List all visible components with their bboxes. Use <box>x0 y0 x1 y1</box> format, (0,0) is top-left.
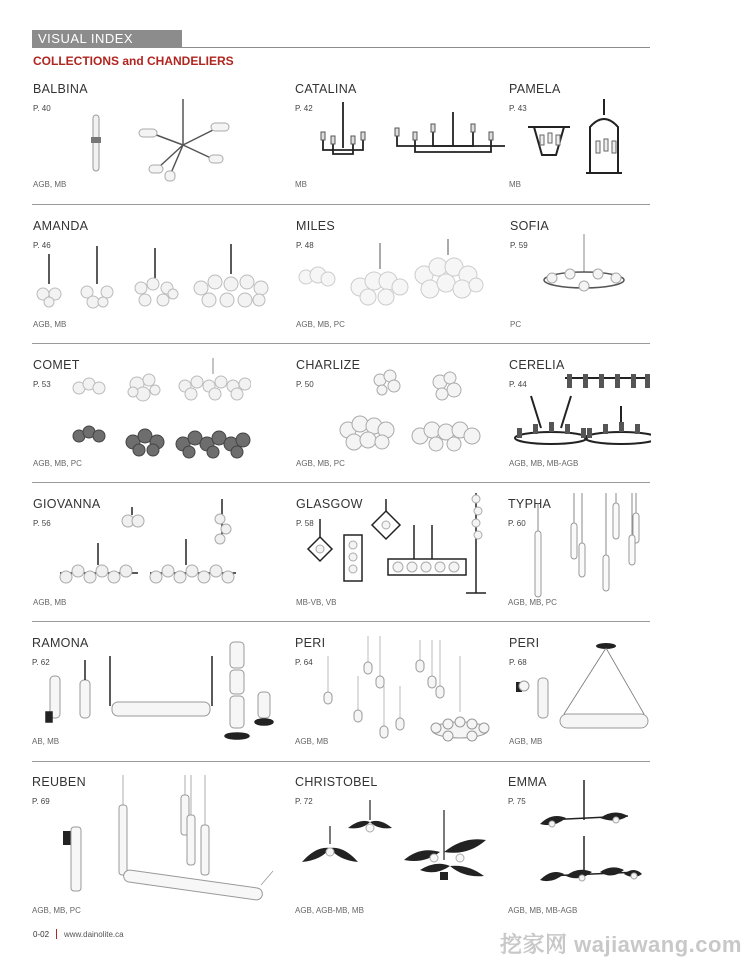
product-finish: AGB, MB, MB-AGB <box>508 906 578 915</box>
product-catalina[interactable] <box>295 82 505 212</box>
christobel-fixtures-image <box>300 800 500 890</box>
product-pamela[interactable] <box>509 82 719 212</box>
product-name: TYPHA <box>508 497 552 511</box>
product-finish: AGB, MB <box>33 320 67 329</box>
sofia-fixture-image <box>540 234 630 304</box>
product-name: CATALINA <box>295 82 357 96</box>
product-finish: AGB, MB <box>33 598 67 607</box>
product-page: P. 75 <box>508 797 526 806</box>
product-name: COMET <box>33 358 80 372</box>
watermark-text: 挖家网 wajiawang.com <box>500 932 742 957</box>
balbina-fixtures-image <box>83 97 243 182</box>
product-sofia[interactable] <box>510 219 720 349</box>
section-subtitle: COLLECTIONS and CHANDELIERS <box>33 54 234 68</box>
product-page: P. 64 <box>295 658 313 667</box>
ramona-fixtures-image <box>42 636 277 748</box>
peri-pendant-fixtures-image <box>320 636 495 748</box>
product-page: P. 53 <box>33 380 51 389</box>
product-glasgow[interactable] <box>296 497 506 627</box>
product-page: P. 59 <box>510 241 528 250</box>
product-finish: AGB, MB <box>33 180 67 189</box>
giovanna-fixtures-image <box>58 499 243 591</box>
miles-fixtures-image <box>296 239 496 309</box>
product-name: CERELIA <box>509 358 565 372</box>
product-finish: AGB, MB, MB-AGB <box>509 459 579 468</box>
product-finish: AGB, MB <box>509 737 543 746</box>
product-page: P. 72 <box>295 797 313 806</box>
product-finish: AB, MB <box>32 737 60 746</box>
product-comet[interactable] <box>33 358 243 488</box>
product-finish: AGB, MB, PC <box>508 598 557 607</box>
product-peri-linear[interactable] <box>509 636 719 766</box>
product-finish: AGB, MB, PC <box>33 459 82 468</box>
emma-fixtures-image <box>538 780 648 895</box>
footer-url[interactable]: www.dainolite.ca <box>64 930 124 939</box>
product-finish: AGB, MB, PC <box>296 459 345 468</box>
product-name: MILES <box>296 219 336 233</box>
product-name: GIOVANNA <box>33 497 101 511</box>
product-page: P. 48 <box>296 241 314 250</box>
product-page: P. 43 <box>509 104 527 113</box>
section-title: VISUAL INDEX <box>32 30 182 48</box>
product-page: P. 46 <box>33 241 51 250</box>
product-peri-pendants[interactable] <box>295 636 505 766</box>
product-finish: AGB, AGB-MB, MB <box>295 906 364 915</box>
product-finish: AGB, MB <box>295 737 329 746</box>
charlize-fixtures-image <box>336 366 486 461</box>
product-page: P. 68 <box>509 658 527 667</box>
product-amanda[interactable] <box>33 219 243 349</box>
reuben-fixtures-image <box>37 775 277 920</box>
product-name: REUBEN <box>32 775 86 789</box>
product-name: BALBINA <box>33 82 88 96</box>
product-typha[interactable] <box>508 497 718 627</box>
product-finish: PC <box>510 320 522 329</box>
product-page: P. 58 <box>296 519 314 528</box>
product-name: PERI <box>509 636 540 650</box>
product-name: GLASGOW <box>296 497 363 511</box>
product-name: SOFIA <box>510 219 550 233</box>
product-finish: AGB, MB, PC <box>296 320 345 329</box>
footer-separator <box>56 929 57 939</box>
product-charlize[interactable] <box>296 358 506 488</box>
product-page: P. 44 <box>509 380 527 389</box>
product-page: P. 60 <box>508 519 526 528</box>
product-page: P. 40 <box>33 104 51 113</box>
product-reuben[interactable] <box>32 775 242 915</box>
product-name: RAMONA <box>32 636 89 650</box>
product-page: P. 56 <box>33 519 51 528</box>
product-finish: AGB, MB, PC <box>32 906 81 915</box>
pamela-fixtures-image <box>524 97 654 179</box>
product-name: AMANDA <box>33 219 89 233</box>
glasgow-fixtures-image <box>306 489 491 601</box>
product-emma[interactable] <box>508 775 718 915</box>
product-page: P. 42 <box>295 104 313 113</box>
product-name: EMMA <box>508 775 547 789</box>
peri-linear-fixtures-image <box>514 638 652 738</box>
product-giovanna[interactable] <box>33 497 243 627</box>
cerelia-fixtures-image <box>511 366 651 456</box>
comet-fixtures-image <box>71 358 251 463</box>
product-page: P. 69 <box>32 797 50 806</box>
product-name: CHARLIZE <box>296 358 361 372</box>
product-ramona[interactable] <box>32 636 242 766</box>
product-finish: MB <box>295 180 307 189</box>
product-christobel[interactable] <box>295 775 505 915</box>
product-page: P. 50 <box>296 380 314 389</box>
product-cerelia[interactable] <box>509 358 719 488</box>
product-balbina[interactable] <box>33 82 243 212</box>
product-finish: MB-VB, VB <box>296 598 337 607</box>
page-number: 0-02 <box>33 930 50 939</box>
product-name: PAMELA <box>509 82 561 96</box>
typha-fixtures-image <box>518 493 648 605</box>
amanda-fixtures-image <box>33 244 273 314</box>
product-miles[interactable] <box>296 219 506 349</box>
product-finish: MB <box>509 180 521 189</box>
product-name: PERI <box>295 636 326 650</box>
catalina-fixtures-image <box>315 102 505 167</box>
product-page: P. 62 <box>32 658 50 667</box>
header-divider <box>32 47 650 48</box>
product-name: CHRISTOBEL <box>295 775 378 789</box>
